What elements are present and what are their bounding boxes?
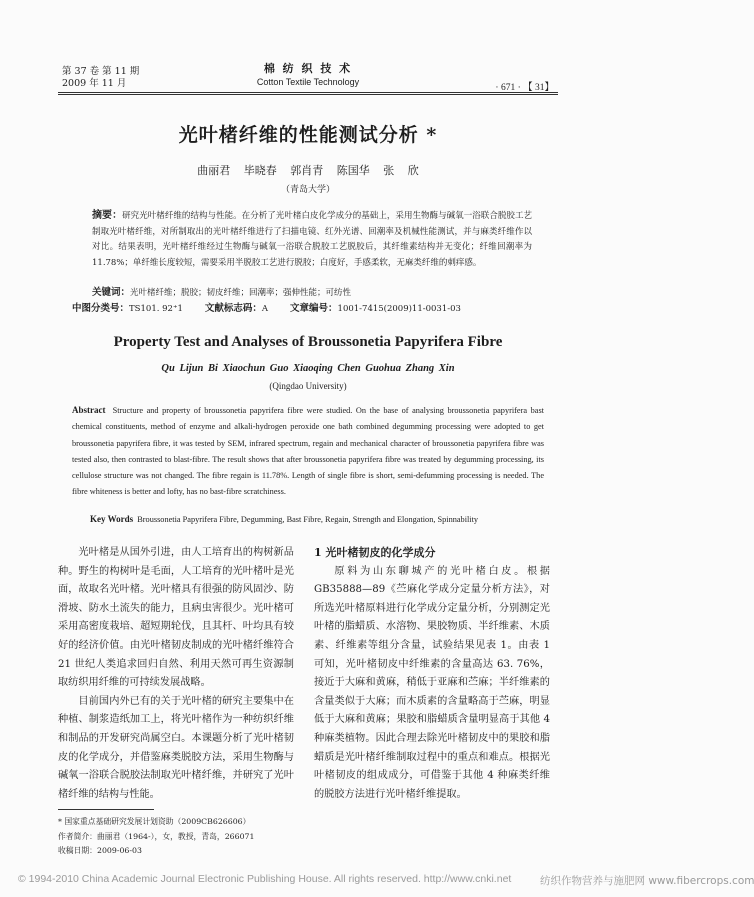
- abstract-cn-label: 摘要：: [92, 210, 123, 221]
- keywords-en: [90, 512, 544, 527]
- authors-en: Qu Lijun Bi Xiaochun Guo Xiaoqing Chen Guohua Zhang Xin: [161, 363, 455, 374]
- abstract-en: [72, 402, 544, 501]
- footnote-rule: [58, 809, 154, 810]
- abstract-cn: [92, 208, 532, 271]
- footnote-author: 作者简介：曲丽君（1964-），女，教授，青岛，266071: [58, 831, 255, 841]
- doc-code-label: 文献标志码：: [204, 303, 262, 314]
- clc-label: 中图分类号：: [72, 303, 130, 314]
- footnote: [58, 815, 298, 859]
- abstract-en-label: Abstract: [72, 405, 106, 415]
- header-rule-thin: [58, 94, 558, 95]
- affiliation-en: (Qingdao University): [269, 381, 347, 391]
- issue-date: 2009 年 11 月: [62, 78, 127, 89]
- classification-line: [72, 302, 542, 316]
- body-column-right: [314, 544, 550, 804]
- section-heading: 1 光叶楮韧皮的化学成分: [314, 546, 436, 559]
- abstract-cn-text: 研究光叶楮纤维的结构与性能。在分析了光叶楮白皮化学成分的基础上，采用生物酶与碱氧一浴联合脱胶工艺制取光叶楮纤维，对所制取出的光叶楮纤维进行了扫描电镜、红外光谱、回潮率及机械性能测试，并与麻类纤维作以对比。结果表明，光叶楮纤维经过生物酶与碱氧一浴联合脱胶工艺脱胶后，其纤维素结构并无变化；纤维回潮率为 11.78%；单纤维长度较短，需要采用半脱胶工艺进行脱胶；白度好，手感柔软，无麻类纤维的刺痒感。: [92, 211, 532, 268]
- keywords-en-text: Broussonetia Papyrifera Fibre, Degumming, Bast Fibre, Regain, Strength and Elongation, Spinnability: [137, 515, 479, 524]
- body-paragraph: 目前国内外已有的关于光叶楮的研究主要集中在种植、制浆造纸加工上，将光叶楮作为一种纺织纤维和制品的开发研究尚属空白。本课题分析了光叶楮韧皮的化学成分，并借鉴麻类脱胶方法，采用生物酶与碱氧一浴联合脱胶法制取光叶楮纤维，并研究了光叶楮纤维的结构与性能。: [58, 695, 294, 800]
- doc-code-value: A: [261, 304, 269, 314]
- header-rule: [58, 92, 558, 93]
- body-column-left: [58, 544, 294, 804]
- footnote-fund: * 国家重点基础研究发展计划资助（2009CB626606）: [58, 817, 251, 826]
- footnote-received: 收稿日期：2009-06-03: [58, 846, 142, 855]
- affiliation-cn: （青岛大学）: [280, 185, 335, 195]
- article-no-value: 1001-7415(2009)11-0031-03: [337, 304, 461, 314]
- clc-value: TS101. 92⁺1: [129, 304, 183, 314]
- keywords-cn-text: 光叶楮纤维；脱胶；韧皮纤维；回潮率；强伸性能；可纺性: [130, 288, 352, 298]
- copyright-watermark: © 1994-2010 China Academic Journal Electronic Publishing House. All rights reserved. http://www.cnki.net: [18, 873, 512, 885]
- keywords-cn-label: 关键词：: [92, 287, 131, 298]
- title-en: Property Test and Analyses of Broussonetia Papyrifera Fibre: [113, 334, 503, 350]
- journal-name-en: Cotton Textile Technology: [256, 77, 360, 87]
- authors-cn: 曲丽君 毕晓春 郭肖青 陈国华 张 欣: [197, 164, 419, 177]
- keywords-cn: [92, 286, 532, 300]
- article-no-label: 文章编号：: [290, 303, 338, 314]
- site-watermark: 纺织作物营养与施肥网 www.fibercrops.com: [540, 875, 754, 887]
- journal-name-cn: 棉 纺 织 技 术: [263, 62, 353, 75]
- body-paragraph: 光叶楮是从国外引进，由人工培育出的构树新品种。野生的构树叶是毛面，人工培育的光叶楮叶是光面，故取名光叶楮。光叶楮具有很强的防风固沙、防滑坡、防水土流失的能力，且病虫害很少。光叶楮可采用高密度栽培、超短期轮伐，且其杆、叶均具有较好的经济价值。由光叶楮韧皮制成的光叶楮纤维符合 21 世纪人类追求回归自然、利用天然可再生资源制取纺织用纤维的可持续发展战略。: [58, 547, 294, 689]
- abstract-en-text: Structure and property of broussonetia papyrifera fibre were studied. On the base of analysing broussonetia papyrifera bast chemical constituents, method of enzyme and alkali-hydrogen peroxide one bath combined degumming processing were adopted to get broussonetia papyrifera fibre, it was tested by SEM, infrared spectrum, regain and mechanical character of broussonetia papyrifera fibre was tested also, then contrasted to blast-fibre. The result shows that after broussonetia papyrifera fibre was treated by degumming processing, its cellulose structure was not changed. The fibre regain is 11.78%. Length of single fibre is short, semi-defumming processing is needed. The fibre whiteness is better and lofty, has no bast-fibre scratchiness.: [72, 406, 544, 497]
- volume-number: 第 37 卷 第 11 期: [62, 66, 140, 77]
- keywords-en-label: Key Words: [90, 514, 134, 524]
- body-paragraph: 原料为山东聊城产的光叶楮白皮。根据 GB35888—89《苎麻化学成分定量分析方法》，对所选光叶楮原料进行化学成分定量分析，分别测定光叶楮的脂蜡质、水溶物、果胶物质、半纤维素、木质素、纤维素等组分含量，试验结果见表 1。由表 1 可知，光叶楮韧皮中纤维素的含量高达 63. 76%，接近于大麻和黄麻，稍低于亚麻和苎麻；半纤维素的含量类似于大麻；而木质素的含量略高于苎麻，明显低于大麻和黄麻；果胶和脂蜡质含量明显高于其他 4 种麻类植物。因此合理去除光叶楮韧皮中的果胶和脂蜡质是光叶楮纤维制取过程中的重点和难点。根据光叶楮韧皮的组成成分，可借鉴于其他 4 种麻类纤维的脱胶方法进行光叶楮纤维提取。: [314, 565, 550, 800]
- page-number: · 671 · 【 31】: [495, 83, 554, 93]
- page-title: 光叶楮纤维的性能测试分析 *: [178, 124, 438, 146]
